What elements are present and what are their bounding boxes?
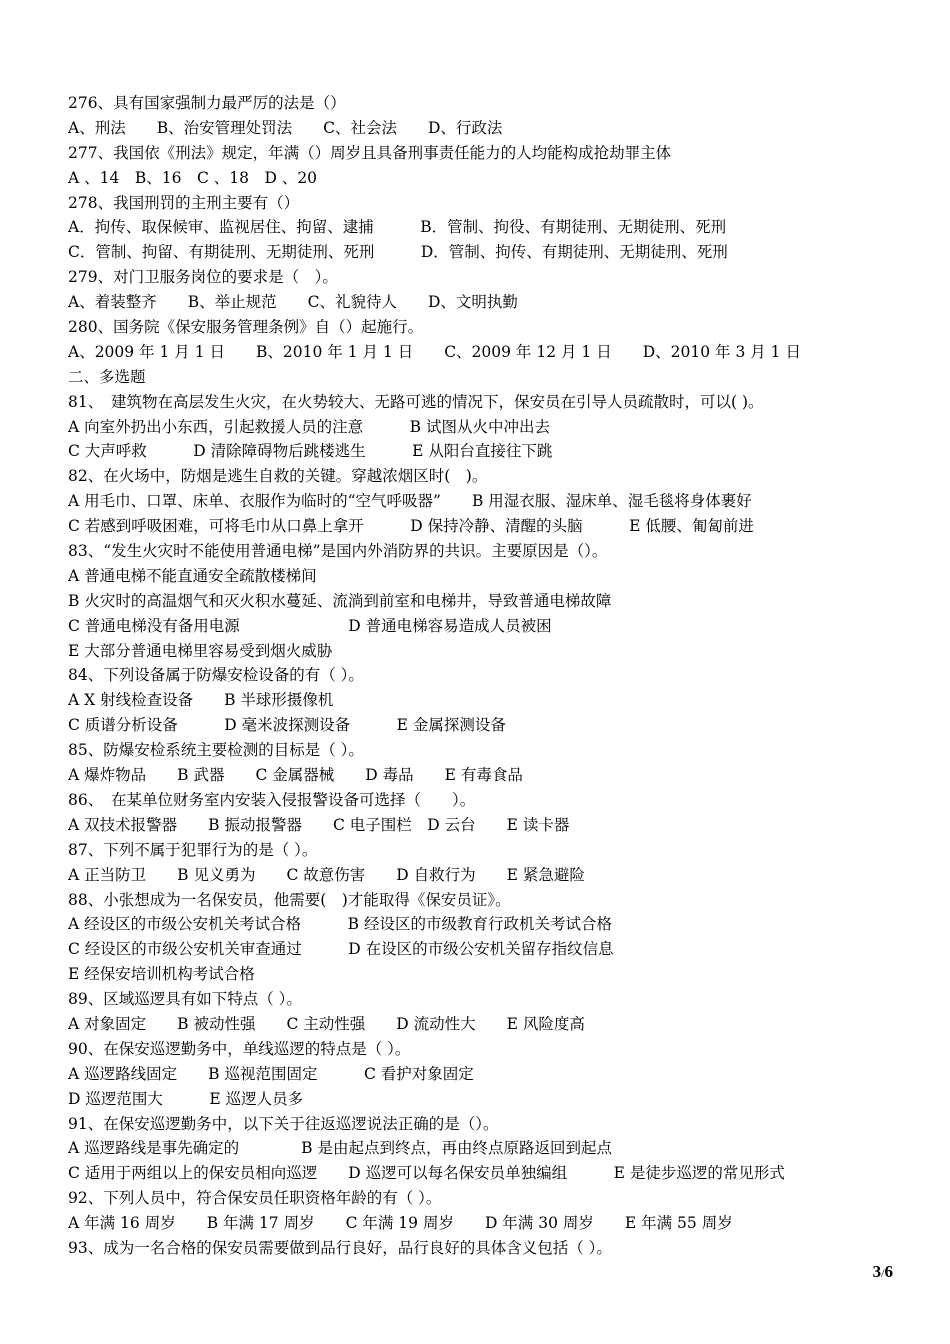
text-line: 89、区域巡逻具有如下特点（ ）。 bbox=[68, 990, 302, 1009]
text-line: D 巡逻范围大 E 巡逻人员多 bbox=[68, 1089, 304, 1108]
text-line: C 质谱分析设备 D 毫米波探测设备 E 金属探测设备 bbox=[68, 716, 506, 735]
text-line: 276、具有国家强制力最严厉的法是（） bbox=[68, 94, 346, 112]
text-line: A 巡逻路线是事先确定的 B 是由起点到终点，再由终点原路返回到起点 bbox=[68, 1139, 612, 1158]
text-line: 90、在保安巡逻勤务中，单线巡逻的特点是（ ）。 bbox=[68, 1039, 411, 1058]
text-line: 279、对门卫服务岗位的要求是（ ）。 bbox=[68, 268, 338, 287]
text-line: A 向室外扔出小东西，引起救援人员的注意 B 试图从火中冲出去 bbox=[68, 417, 550, 436]
text-line: 86、 在某单位财务室内安装入侵报警设备可选择（ ）。 bbox=[68, 790, 476, 809]
text-line: A．拘传、取保候审、监视居住、拘留、逮捕 B．管制、拘役、有期徒刑、无期徒刑、死刑 bbox=[68, 218, 727, 237]
text-line: E 大部分普通电梯里容易受到烟火威胁 bbox=[68, 641, 333, 660]
page-current: 3 bbox=[872, 1262, 882, 1281]
text-line: 280、国务院《保安服务管理条例》自（）起施行。 bbox=[68, 318, 424, 337]
text-line: 277、我国依《刑法》规定，年满（）周岁且具备刑事责任能力的人均能构成抢劫罪主体 bbox=[68, 143, 672, 162]
text-line: A X 射线检查设备 B 半球形摄像机 bbox=[68, 691, 334, 710]
text-line: A 年满 16 周岁 B 年满 17 周岁 C 年满 19 周岁 D 年满 30 周岁 E 年满 55 周岁 bbox=[68, 1214, 733, 1233]
text-line: A、2009 年 1 月 1 日 B、2010 年 1 月 1 日 C、2009 年 12 月 1 日 D、2010 年 3 月 1 日 bbox=[68, 342, 801, 361]
text-line: 278、我国刑罚的主刑主要有（） bbox=[68, 193, 300, 212]
text-line: C 经设区的市级公安机关审查通过 D 在设区的市级公安机关留存指纹信息 bbox=[68, 940, 614, 959]
text-line: C 若感到呼吸困难，可将毛巾从口鼻上拿开 D 保持冷静、清醒的头脑 E 低腰、匍匐前进 bbox=[68, 517, 754, 536]
text-line: A 正当防卫 B 见义勇为 C 故意伤害 D 自救行为 E 紧急避险 bbox=[68, 865, 585, 884]
text-line: C 大声呼救 D 清除障碍物后跳楼逃生 E 从阳台直接往下跳 bbox=[68, 442, 553, 461]
page-number bbox=[873, 1262, 893, 1282]
text-line: 82、在火场中，防烟是逃生自救的关键。穿越浓烟区时( )。 bbox=[68, 467, 488, 486]
text-line: A 爆炸物品 B 武器 C 金属器械 D 毒品 E 有毒食品 bbox=[68, 766, 523, 785]
text-line: 81、 建筑物在高层发生火灾，在火势较大、无路可逃的情况下，保安员在引导人员疏散时，可以( )。 bbox=[68, 392, 764, 411]
text-line: 88、小张想成为一名保安员，他需要( )才能取得《保安员证》。 bbox=[68, 890, 511, 909]
text-line: 83、“发生火灾时不能使用普通电梯”是国内外消防界的共识。主要原因是（）。 bbox=[68, 542, 608, 561]
text-line: 92、下列人员中，符合保安员任职资格年龄的有（ ）。 bbox=[68, 1189, 442, 1208]
text-line: A 双技术报警器 B 振动报警器 C 电子围栏 D 云台 E 读卡器 bbox=[68, 815, 570, 834]
text-line: A 用毛巾、口罩、床单、衣服作为临时的“空气呼吸器” B 用湿衣服、湿床单、湿毛毯将身体裹好 bbox=[68, 492, 752, 511]
text-line: A 、14 B、16 C 、18 D 、20 bbox=[68, 168, 318, 187]
text-line: C 适用于两组以上的保安员相向巡逻 D 巡逻可以每名保安员单独编组 E 是徒步巡逻的常见形式 bbox=[68, 1164, 785, 1183]
text-line: 93、成为一名合格的保安员需要做到品行良好，品行良好的具体含义包括（ ）。 bbox=[68, 1238, 612, 1257]
text-line: A 普通电梯不能直通安全疏散楼梯间 bbox=[68, 566, 317, 585]
text-line: A、刑法 B、治安管理处罚法 C、社会法 D、行政法 bbox=[68, 118, 503, 137]
text-line: C．管制、拘留、有期徒刑、无期徒刑、死刑 D．管制、拘传、有期徒刑、无期徒刑、死刑 bbox=[68, 243, 728, 262]
text-line: C 普通电梯没有备用电源 D 普通电梯容易造成人员被困 bbox=[68, 616, 552, 635]
text-line: A 对象固定 B 被动性强 C 主动性强 D 流动性大 E 风险度高 bbox=[68, 1014, 585, 1033]
text-line: 二、多选题 bbox=[68, 367, 146, 386]
text-line: E 经保安培训机构考试合格 bbox=[68, 965, 255, 984]
text-line: A 巡逻路线固定 B 巡视范围固定 C 看护对象固定 bbox=[68, 1064, 474, 1083]
text-line: 84、下列设备属于防爆安检设备的有（ ）。 bbox=[68, 666, 364, 685]
text-line: 87、下列不属于犯罪行为的是（ ）。 bbox=[68, 840, 318, 859]
page-separator: / bbox=[881, 1266, 885, 1280]
text-line: B 火灾时的高温烟气和灭火积水蔓延、流淌到前室和电梯井，导致普通电梯故障 bbox=[68, 591, 612, 610]
page-total: 6 bbox=[884, 1262, 893, 1281]
text-line: 91、在保安巡逻勤务中，以下关于往返巡逻说法正确的是（）。 bbox=[68, 1114, 499, 1133]
text-line: A、着装整齐 B、举止规范 C、礼貌待人 D、文明执勤 bbox=[68, 293, 518, 312]
text-line: A 经设区的市级公安机关考试合格 B 经设区的市级教育行政机关考试合格 bbox=[68, 915, 612, 934]
question-list bbox=[68, 91, 928, 1261]
text-line: 85、防爆安检系统主要检测的目标是（ ）。 bbox=[68, 741, 364, 760]
